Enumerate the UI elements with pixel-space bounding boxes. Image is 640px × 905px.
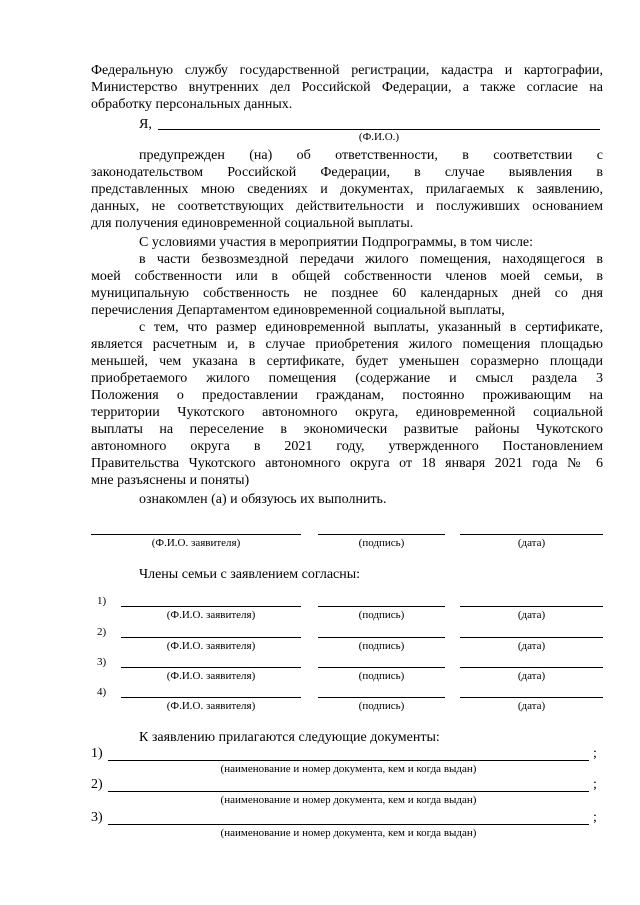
family-row-number: 3)	[97, 656, 107, 668]
conditions-line-7: является расчетным и, в случае приобретения жилого помещения площадью	[91, 337, 603, 352]
family-date-line[interactable]	[460, 697, 603, 698]
warned-line-5: для получения единовременной социальной выплаты.	[91, 216, 414, 231]
conditions-line-4: муниципальную собственность не позднее 60 календарных дней со дня	[91, 286, 603, 301]
conditions-line-15: мне разъяснены и поняты)	[91, 473, 250, 488]
fio-caption: (Ф.И.О.)	[358, 131, 400, 143]
family-row-number: 2)	[97, 626, 107, 638]
intro-line-1: Федеральную службу государственной регистрации, кадастра и картографии,	[91, 63, 603, 78]
applicant-sign-line[interactable]	[318, 534, 445, 535]
conditions-line-13: автономного округа в 2021 году, утвержденного Постановлением	[91, 439, 603, 454]
family-row-number: 4)	[97, 686, 107, 698]
family-sign-line[interactable]	[318, 606, 445, 607]
document-caption: (наименование и номер документа, кем и когда выдан)	[220, 827, 477, 839]
document-end-mark: ;	[593, 810, 597, 825]
document-input-line[interactable]	[108, 791, 589, 792]
conditions-line-11: территории Чукотского автономного округа, единовременной социальной	[91, 405, 603, 420]
family-sign-caption: (подпись)	[358, 640, 405, 652]
conditions-line-6: с тем, что размер единовременной выплаты, указанный в сертификате,	[139, 320, 603, 335]
warned-line-3: представленных мною сведениях и документах, прилагаемых к заявлению,	[91, 182, 603, 197]
conditions-line-10: Положения о предоставлении гражданам, постоянно проживающим на	[91, 388, 603, 403]
document-input-line[interactable]	[108, 760, 589, 761]
fio-input-line[interactable]	[158, 129, 600, 130]
family-fio-line[interactable]	[121, 697, 301, 698]
family-fio-line[interactable]	[121, 667, 301, 668]
applicant-sign-caption: (подпись)	[358, 537, 405, 549]
ya-label: Я,	[139, 117, 152, 132]
warned-line-4: данных, не соответствующих действительности и послуживших основанием	[91, 199, 603, 214]
conditions-line-3: моей собственности или в общей собственности членов моей семьи, в	[91, 269, 603, 284]
applicant-date-line[interactable]	[460, 534, 603, 535]
family-row-number: 1)	[97, 595, 107, 607]
family-sign-caption: (подпись)	[358, 670, 405, 682]
family-sign-caption: (подпись)	[358, 700, 405, 712]
family-sign-caption: (подпись)	[358, 609, 405, 621]
intro-line-3: обработку персональных данных.	[91, 97, 293, 112]
conditions-line-8: меньшей, чем указана в сертификате, будет уменьшен соразмерно площади	[91, 354, 603, 369]
applicant-fio-line[interactable]	[91, 534, 301, 535]
family-date-caption: (дата)	[517, 670, 546, 682]
document-end-mark: ;	[593, 777, 597, 792]
conditions-line-1: С условиями участия в мероприятии Подпрограммы, в том числе:	[139, 235, 534, 250]
family-date-caption: (дата)	[517, 609, 546, 621]
applicant-fio-caption: (Ф.И.О. заявителя)	[151, 537, 241, 549]
family-fio-caption: (Ф.И.О. заявителя)	[166, 700, 256, 712]
document-number: 2)	[91, 777, 103, 792]
documents-heading: К заявлению прилагаются следующие документы:	[139, 730, 440, 745]
conditions-line-2: в части безвозмездной передачи жилого помещения, находящегося в	[139, 252, 603, 267]
document-caption: (наименование и номер документа, кем и когда выдан)	[220, 794, 477, 806]
conditions-line-16: ознакомлен (а) и обязуюсь их выполнить.	[139, 492, 387, 507]
applicant-date-caption: (дата)	[517, 537, 546, 549]
family-fio-caption: (Ф.И.О. заявителя)	[166, 670, 256, 682]
document-end-mark: ;	[593, 746, 597, 761]
family-date-line[interactable]	[460, 637, 603, 638]
family-date-caption: (дата)	[517, 700, 546, 712]
conditions-line-12: выплаты на переселение в экономически развитые районы Чукотского	[91, 422, 603, 437]
document-caption: (наименование и номер документа, кем и когда выдан)	[220, 763, 477, 775]
family-sign-line[interactable]	[318, 667, 445, 668]
document-number: 3)	[91, 810, 103, 825]
family-fio-caption: (Ф.И.О. заявителя)	[166, 609, 256, 621]
family-sign-line[interactable]	[318, 697, 445, 698]
conditions-line-5: перечисления Департаментом единовременной социальной выплаты,	[91, 303, 505, 318]
warned-line-1: предупрежден (на) об ответственности, в соответствии с	[139, 148, 603, 163]
conditions-line-9: приобретаемого жилого помещения (содержание и смысл раздела 3	[91, 371, 603, 386]
family-fio-line[interactable]	[121, 637, 301, 638]
document-number: 1)	[91, 746, 103, 761]
family-sign-line[interactable]	[318, 637, 445, 638]
family-fio-line[interactable]	[121, 606, 301, 607]
intro-line-2: Министерство внутренних дел Российской Федерации, а также согласие на	[91, 80, 603, 95]
warned-line-2: законодательством Российской Федерации, в случае выявления в	[91, 165, 603, 180]
family-fio-caption: (Ф.И.О. заявителя)	[166, 640, 256, 652]
family-date-line[interactable]	[460, 667, 603, 668]
family-heading: Члены семьи с заявлением согласны:	[139, 567, 361, 582]
family-date-line[interactable]	[460, 606, 603, 607]
document-input-line[interactable]	[108, 824, 589, 825]
family-date-caption: (дата)	[517, 640, 546, 652]
conditions-line-14: Правительства Чукотского автономного округа от 18 января 2021 года № 6	[91, 456, 603, 471]
